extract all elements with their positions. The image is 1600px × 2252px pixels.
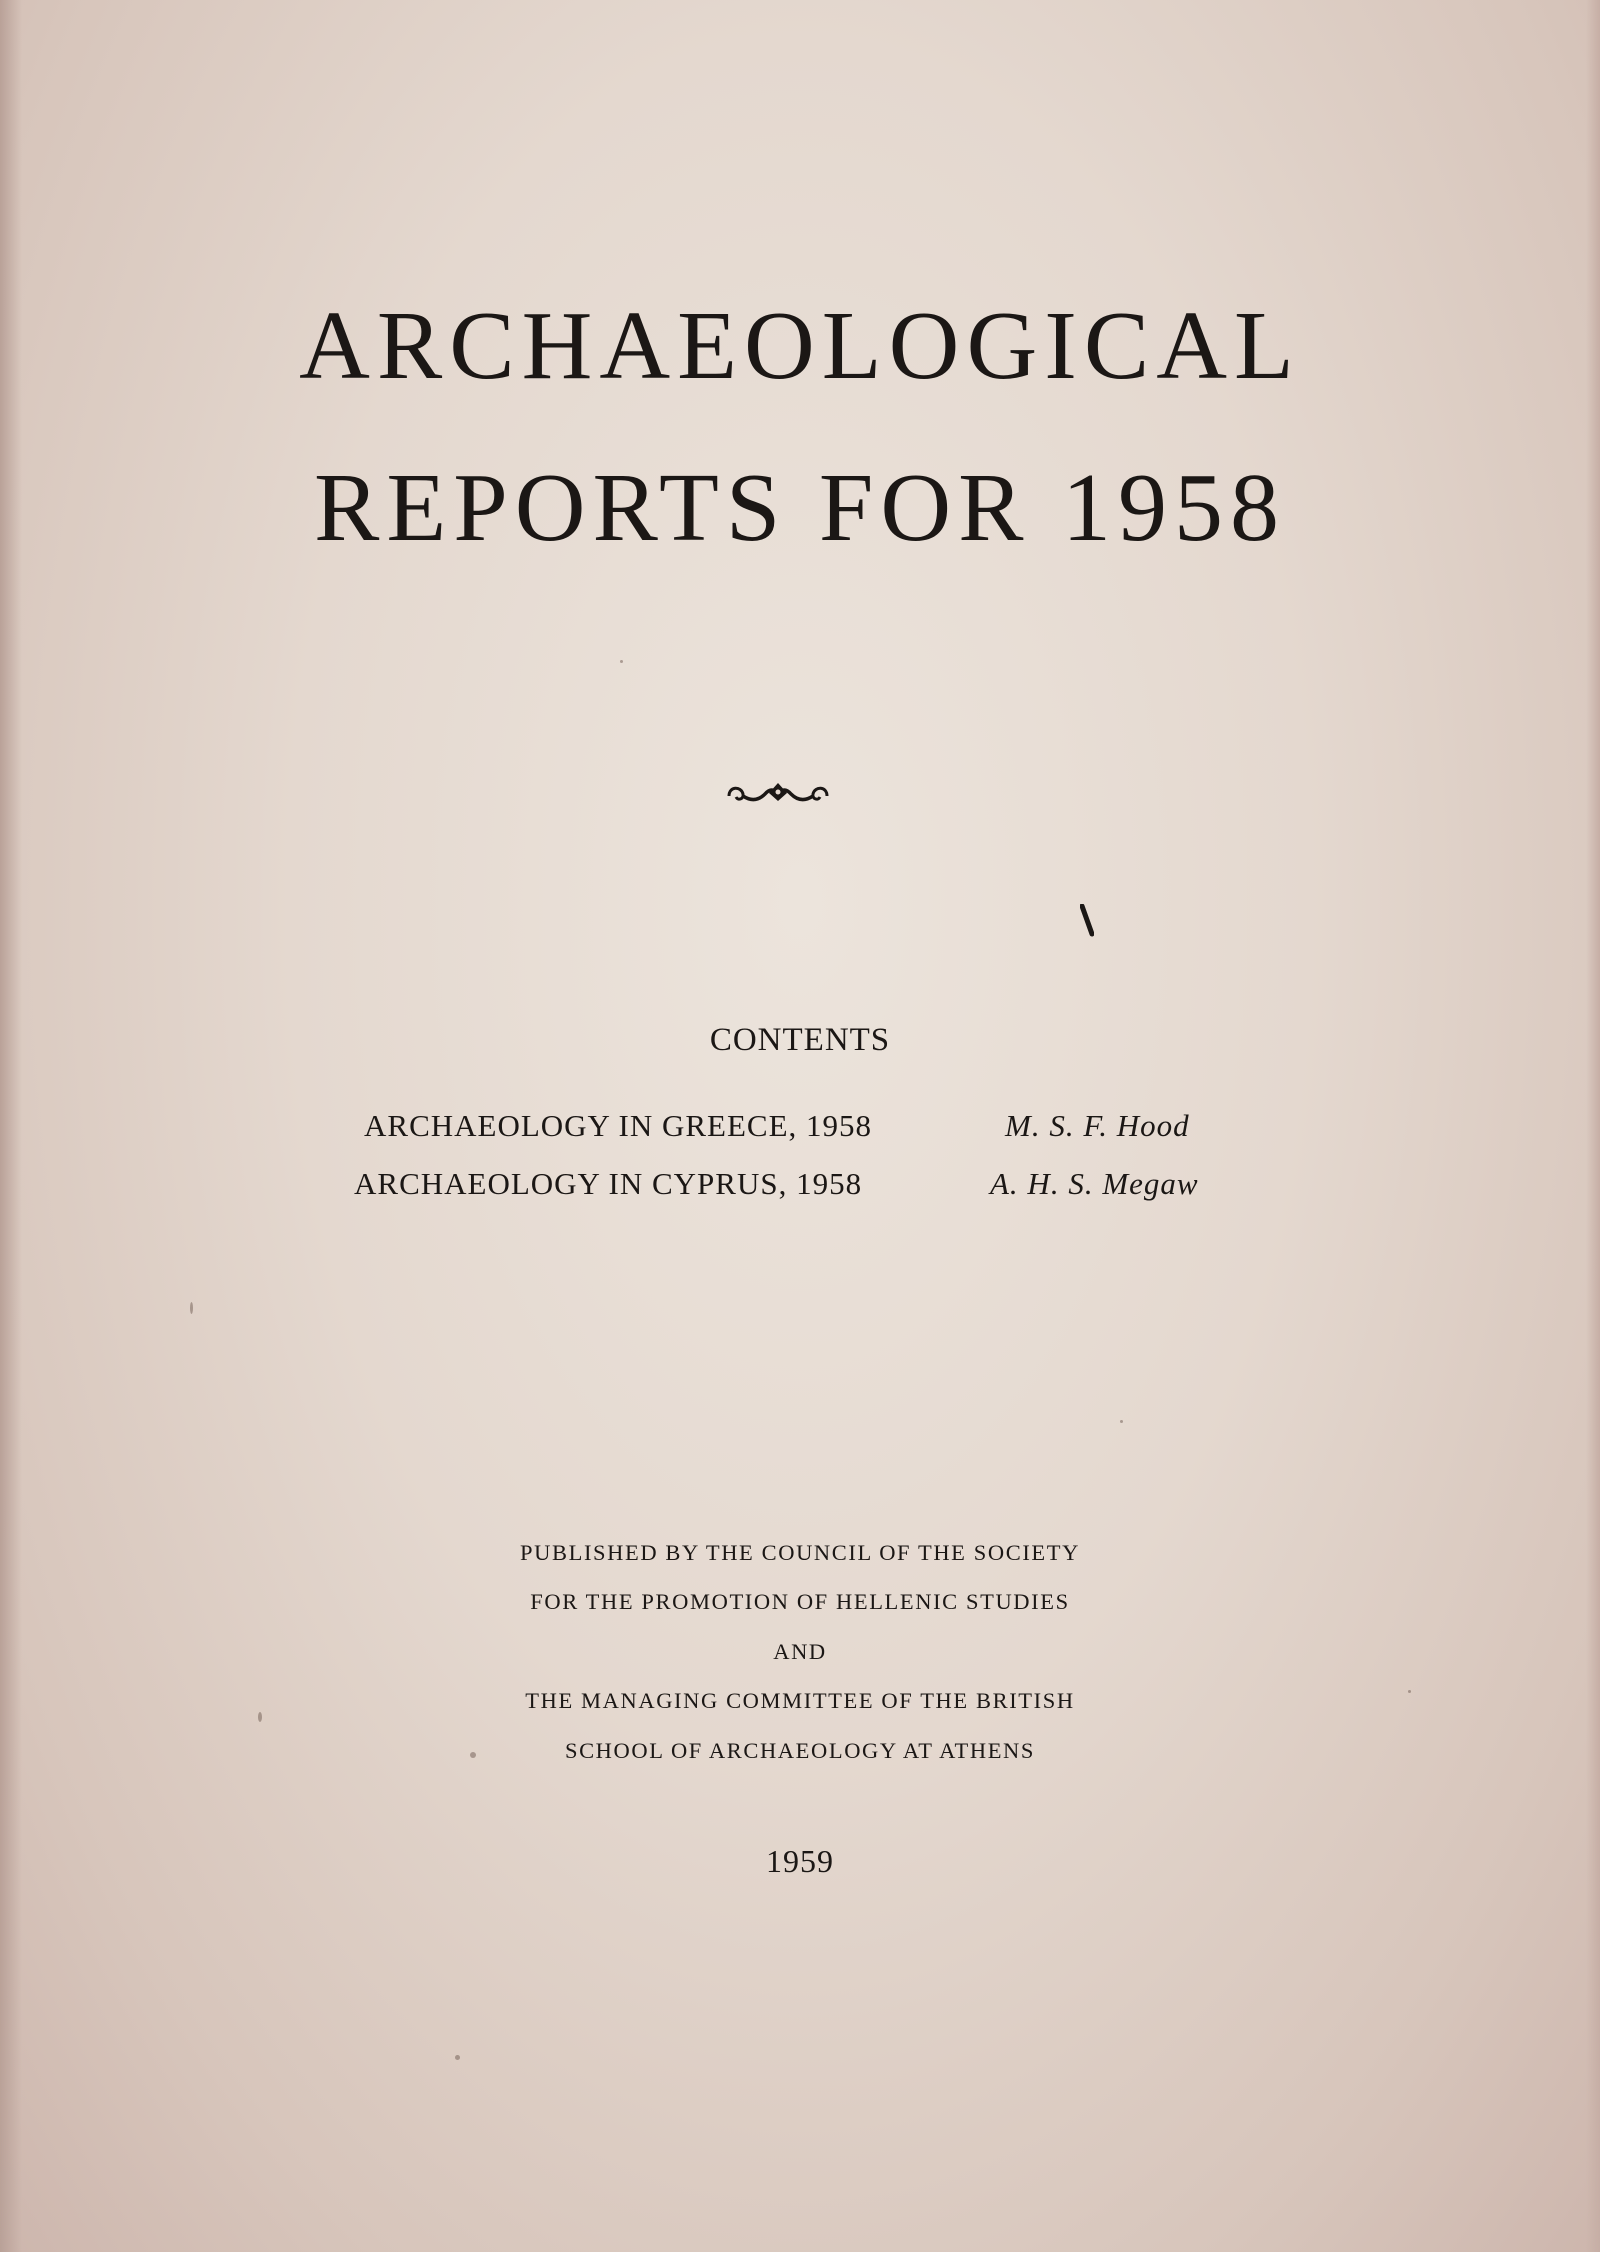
title-line-2: REPORTS FOR 1958 (314, 454, 1286, 562)
publisher-line: AND (773, 1639, 827, 1664)
toc-entry-author: M. S. F. Hood (1005, 1108, 1190, 1143)
paper-speck (1120, 1420, 1123, 1423)
publisher-line: THE MANAGING COMMITTEE OF THE BRITISH (525, 1688, 1075, 1713)
publisher-line: FOR THE PROMOTION OF HELLENIC STUDIES (530, 1589, 1070, 1614)
toc-entry-title: ARCHAEOLOGY IN GREECE, 1958 (364, 1108, 873, 1143)
publication-year: 1959 (766, 1843, 834, 1879)
paper-speck (620, 660, 623, 663)
paper-speck (455, 2055, 460, 2060)
title-line-1: ARCHAEOLOGICAL (299, 292, 1301, 400)
toc-entry-author: A. H. S. Megaw (990, 1166, 1199, 1201)
paper-speck (470, 1752, 476, 1758)
paper-speck (190, 1302, 193, 1314)
publisher-line: PUBLISHED BY THE COUNCIL OF THE SOCIETY (520, 1540, 1080, 1565)
paper-speck (258, 1712, 262, 1722)
toc-entry-title: ARCHAEOLOGY IN CYPRUS, 1958 (354, 1166, 863, 1201)
paper-speck (1408, 1690, 1411, 1693)
publisher-line: SCHOOL OF ARCHAEOLOGY AT ATHENS (564, 1738, 1036, 1763)
fleuron-ornament-icon (725, 774, 831, 814)
ink-mark-icon (1080, 904, 1094, 938)
contents-heading: CONTENTS (709, 1022, 891, 1058)
